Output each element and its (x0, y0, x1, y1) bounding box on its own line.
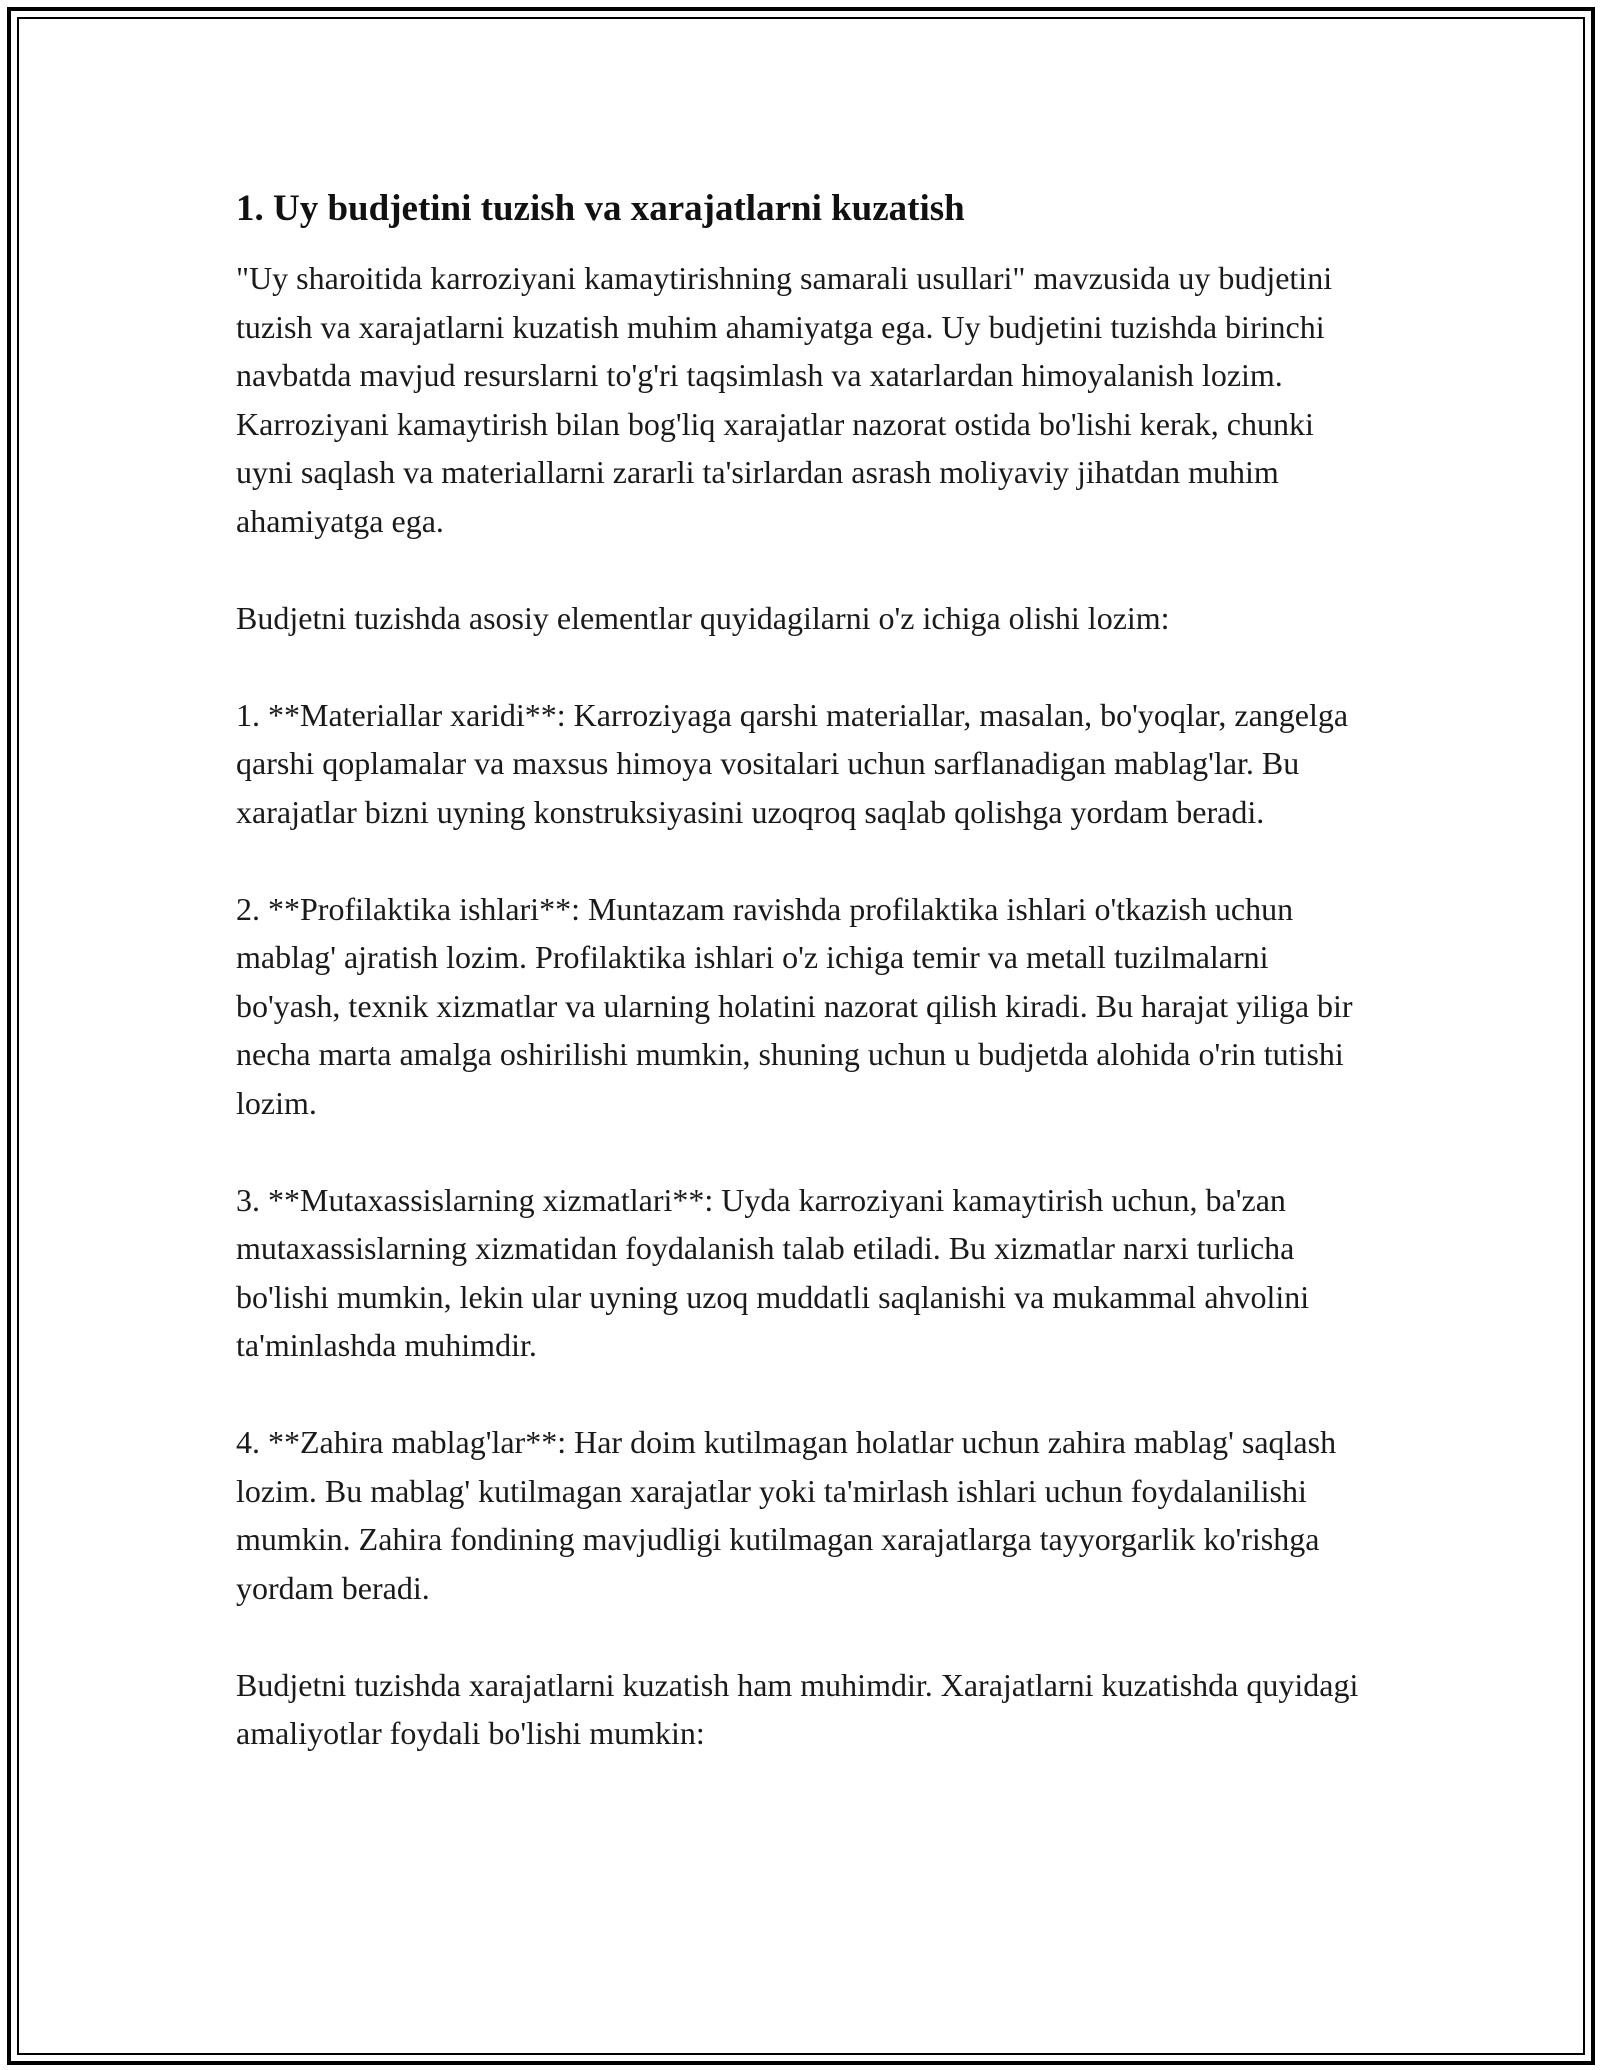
section-heading: 1. Uy budjetini tuzish va xarajatlarni kuzatish (236, 188, 965, 229)
list-item-materials: 1. **Materiallar xaridi**: Karroziyaga qarshi materiallar, masalan, bo'yoqlar, zangelga qarshi qoplamalar va maxsus himoya vositalari uchun sarflanadigan mablag'lar. Bu xarajatlar bizni uyning konstruksiyasini uzoqroq saqlab qolishga yordam beradi. (236, 696, 1349, 830)
document-body (236, 185, 1366, 1758)
paragraph-intro: "Uy sharoitida karroziyani kamaytirishning samarali usullari" mavzusida uy budjetini tuzish va xarajatlarni kuzatish muhim ahamiyatga ega. Uy budjetini tuzishda birinchi navbatda mavjud resurslarni to'g'ri taqsimlash va xatarlardan himoyalanish lozim. Karroziyani kamaytirish bilan bog'liq xarajatlar nazorat ostida bo'lishi kerak, chunki uyni saqlash va materiallarni zararli ta'sirlardan asrash moliyaviy jihatdan muhim ahamiyatga ega. (236, 260, 1333, 539)
paragraph-elements-lead: Budjetni tuzishda asosiy elementlar quyidagilarni o'z ichiga olishi lozim: (236, 599, 1170, 636)
list-item-reserve-funds: 4. **Zahira mablag'lar**: Har doim kutilmagan holatlar uchun zahira mablag' saqlash lozim. Bu mablag' kutilmagan xarajatlar yoki ta'mirlash ishlari uchun foydalanilishi mumkin. Zahira fondining mavjudligi kutilmagan xarajatlarga tayyorgarlik ko'rishga yordam beradi. (236, 1424, 1337, 1606)
list-item-prevention: 2. **Profilaktika ishlari**: Muntazam ravishda profilaktika ishlari o'tkazish uchun mablag' ajratish lozim. Profilaktika ishlari o'z ichiga temir va metall tuzilmalarni bo'yash, texnik xizmatlar va ularning holatini nazorat qilish kiradi. Bu harajat yiliga bir necha marta amalga oshirilishi mumkin, shuning uchun u budjetda alohida o'rin tutishi lozim. (236, 890, 1353, 1121)
paragraph-tracking-lead: Budjetni tuzishda xarajatlarni kuzatish ham muhimdir. Xarajatlarni kuzatishda quyidagi amaliyotlar foydali bo'lishi mumkin: (236, 1666, 1359, 1751)
list-item-specialists: 3. **Mutaxassislarning xizmatlari**: Uyda karroziyani kamaytirish uchun, ba'zan mutaxassislarning xizmatidan foydalanish talab etiladi. Bu xizmatlar narxi turlicha bo'lishi mumkin, lekin ular uyning uzoq muddatli saqlanishi va mukammal ahvolini ta'minlashda muhimdir. (236, 1181, 1310, 1363)
